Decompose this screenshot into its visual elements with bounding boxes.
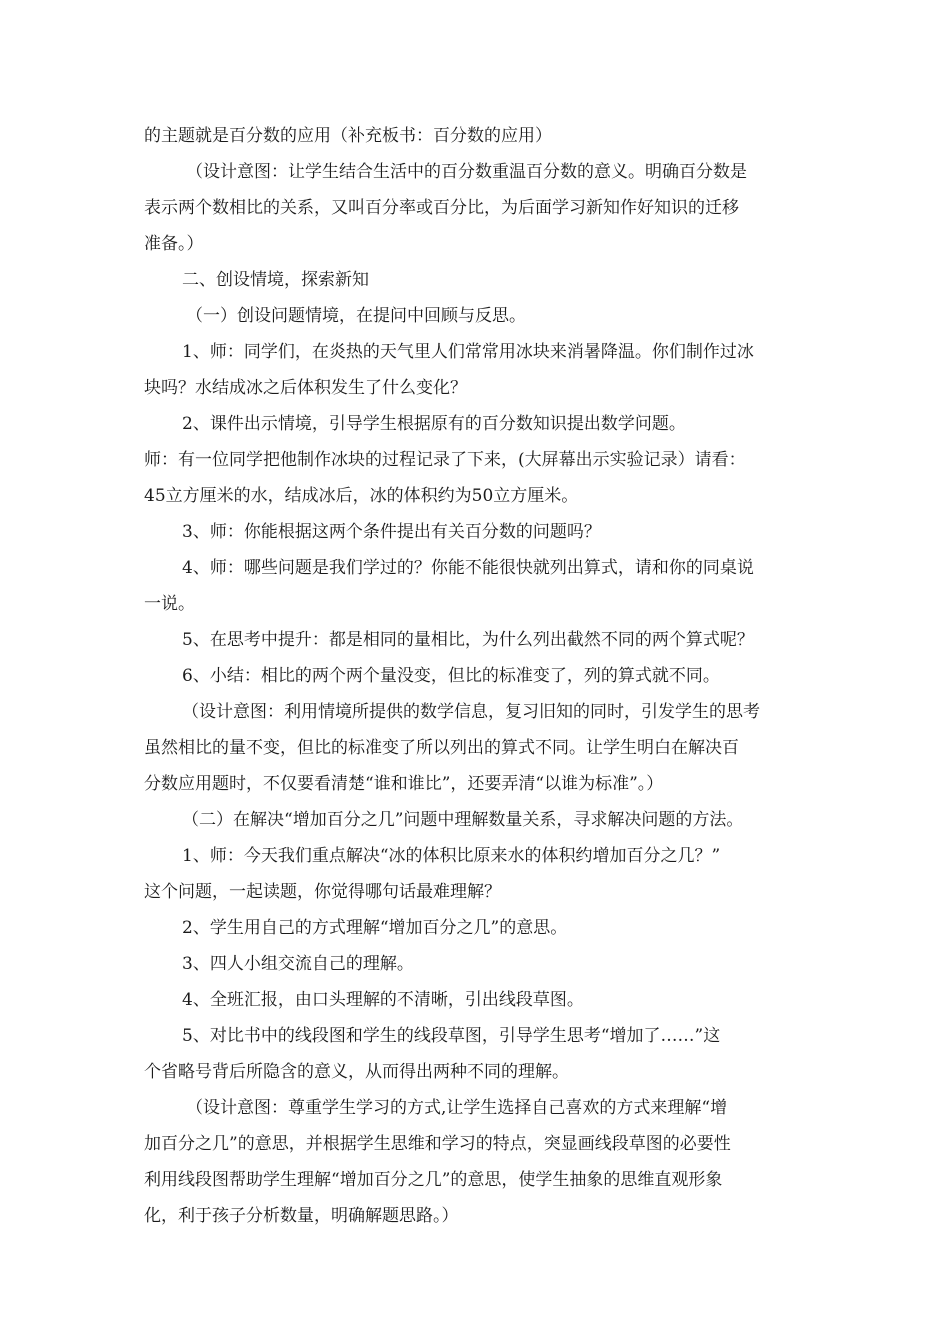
text-line: 表示两个数相比的关系，又叫百分率或百分比，为后面学习新知作好知识的迁移 [144, 198, 739, 218]
text-line: 4、师：哪些问题是我们学过的？你能不能很快就列出算式，请和你的同桌说 [182, 558, 754, 578]
text-line: 6、小结：相比的两个两个量没变，但比的标准变了，列的算式就不同。 [182, 666, 720, 686]
text-line: 化，利于孩子分析数量，明确解题思路。） [144, 1206, 459, 1226]
text-line: 分数应用题时，不仅要看清楚“谁和谁比”，还要弄清“以谁为标准”。） [144, 774, 664, 794]
text-line: 这个问题，一起读题，你觉得哪句话最难理解？ [144, 882, 501, 902]
subsection-heading: （二）在解决“增加百分之几”问题中理解数量关系，寻求解决问题的方法。 [182, 810, 744, 830]
text-line: 2、课件出示情境，引导学生根据原有的百分数知识提出数学问题。 [182, 414, 686, 434]
subsection-heading: （一）创设问题情境，在提问中回顾与反思。 [186, 306, 526, 326]
text-line: 5、在思考中提升：都是相同的量相比，为什么列出截然不同的两个算式呢？ [182, 630, 754, 650]
text-line: 一说。 [144, 594, 195, 614]
text-line: （设计意图：尊重学生学习的方式,让学生选择自己喜欢的方式来理解“增 [186, 1098, 728, 1118]
document-page [144, 118, 810, 1234]
text-line: 2、学生用自己的方式理解“增加百分之几”的意思。 [182, 918, 568, 938]
text-line: 虽然相比的量不变，但比的标准变了所以列出的算式不同。让学生明白在解决百 [144, 738, 739, 758]
text-line: （设计意图：让学生结合生活中的百分数重温百分数的意义。明确百分数是 [186, 162, 747, 182]
text-line: 的主题就是百分数的应用（补充板书：百分数的应用） [144, 126, 552, 146]
text-line: 4、全班汇报，由口头理解的不清晰，引出线段草图。 [182, 990, 584, 1010]
text-line: 师：有一位同学把他制作冰块的过程记录了下来，(大屏幕出示实验记录）请看： [144, 450, 746, 470]
text-line: 45立方厘米的水，结成冰后，冰的体积约为50立方厘米。 [144, 486, 579, 506]
text-line: 利用线段图帮助学生理解“增加百分之几”的意思，使学生抽象的思维直观形象 [144, 1170, 723, 1190]
text-line: 1、师：今天我们重点解决“冰的体积比原来水的体积约增加百分之几？” [182, 846, 721, 866]
text-line: 1、师：同学们，在炎热的天气里人们常常用冰块来消暑降温。你们制作过冰 [182, 342, 754, 362]
text-line: 准备。） [144, 234, 204, 254]
text-line: 块吗？水结成冰之后体积发生了什么变化？ [144, 378, 467, 398]
text-line: 5、对比书中的线段图和学生的线段草图，引导学生思考“增加了……”这 [182, 1026, 721, 1046]
text-line: 3、师：你能根据这两个条件提出有关百分数的问题吗？ [182, 522, 601, 542]
section-heading: 二、创设情境，探索新知 [182, 270, 369, 290]
text-line: （设计意图：利用情境所提供的数学信息，复习旧知的同时，引发学生的思考 [182, 702, 760, 722]
text-line: 3、四人小组交流自己的理解。 [182, 954, 414, 974]
text-line: 个省略号背后所隐含的意义，从而得出两种不同的理解。 [144, 1062, 569, 1082]
text-line: 加百分之几”的意思，并根据学生思维和学习的特点，突显画线段草图的必要性 [144, 1134, 731, 1154]
